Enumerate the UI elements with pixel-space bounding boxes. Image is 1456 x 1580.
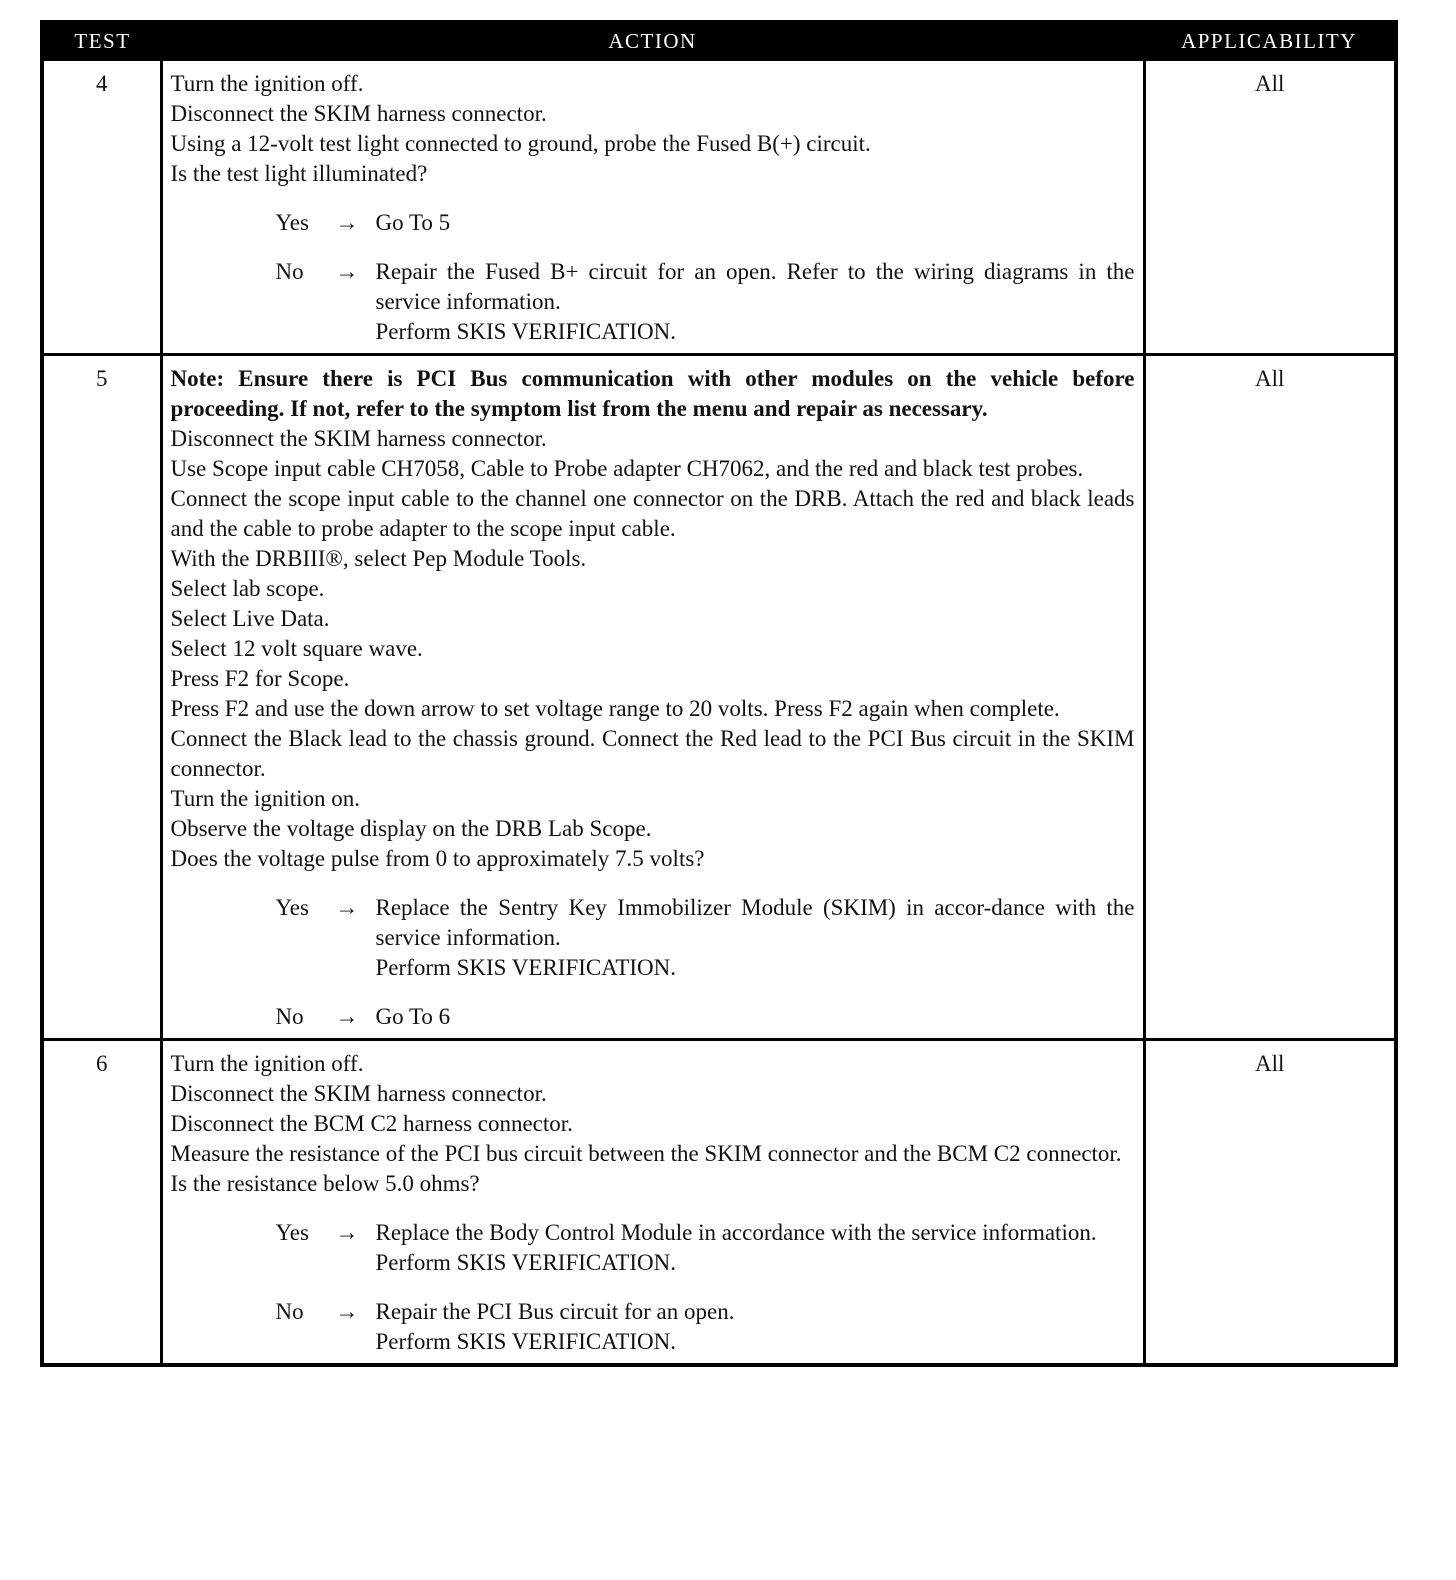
result-line: Perform SKIS VERIFICATION. bbox=[375, 319, 676, 344]
action-step: Turn the ignition off. bbox=[170, 71, 364, 96]
result-text bbox=[376, 1218, 1135, 1278]
result-text bbox=[376, 257, 1135, 347]
result-text bbox=[376, 1297, 1135, 1357]
result-text bbox=[376, 893, 1135, 983]
result-label: No bbox=[275, 1299, 304, 1324]
result-line: Go To 5 bbox=[375, 210, 451, 235]
action-cell bbox=[161, 1040, 1144, 1366]
result-line: Repair the Fused B+ circuit for an open. Refer to the wiring diagrams in the service information. bbox=[375, 259, 1135, 314]
result-label: Yes bbox=[275, 895, 309, 920]
action-step: Measure the resistance of the PCI bus circuit between the SKIM connector and the BCM C2 connector. bbox=[170, 1141, 1122, 1166]
result-label: No bbox=[275, 1004, 304, 1029]
no-result bbox=[276, 1002, 1135, 1032]
right-arrow-icon: → bbox=[335, 895, 359, 920]
action-step: Select 12 volt square wave. bbox=[170, 636, 423, 661]
action-step: Select Live Data. bbox=[170, 606, 330, 631]
right-arrow-icon: → bbox=[335, 1299, 359, 1324]
action-step: Disconnect the SKIM harness connector. bbox=[170, 1081, 547, 1106]
yes-result bbox=[276, 208, 1135, 238]
action-step: Using a 12-volt test light connected to ground, probe the Fused B(+) circuit. bbox=[170, 131, 871, 156]
action-step: Is the resistance below 5.0 ohms? bbox=[170, 1171, 480, 1196]
action-step: Press F2 for Scope. bbox=[170, 666, 350, 691]
note-text: Note: Ensure there is PCI Bus communication with other modules on the vehicle before proceeding. If not, refer to the symptom list from the menu and repair as necessary. bbox=[170, 366, 1135, 421]
result-line: Perform SKIS VERIFICATION. bbox=[375, 955, 676, 980]
action-step: Connect the Black lead to the chassis ground. Connect the Red lead to the PCI Bus circuit in the SKIM connector. bbox=[170, 726, 1135, 781]
result-label: Yes bbox=[275, 210, 309, 235]
right-arrow-icon: → bbox=[335, 1220, 359, 1245]
result-label: Yes bbox=[275, 1220, 309, 1245]
action-step: Observe the voltage display on the DRB Lab Scope. bbox=[170, 816, 652, 841]
action-step: Connect the scope input cable to the channel one connector on the DRB. Attach the red and black leads and the cable to probe adapter to the scope input cable. bbox=[170, 486, 1135, 541]
action-step: Press F2 and use the down arrow to set voltage range to 20 volts. Press F2 again when complete. bbox=[170, 696, 1060, 721]
no-result bbox=[276, 257, 1135, 347]
test-number: 5 bbox=[42, 355, 161, 1040]
test-number: 6 bbox=[42, 1040, 161, 1366]
right-arrow-icon: → bbox=[335, 259, 359, 284]
result-text bbox=[376, 1002, 1135, 1032]
header-action: ACTION bbox=[161, 22, 1144, 60]
yes-result bbox=[276, 893, 1135, 983]
action-step: Turn the ignition off. bbox=[170, 1051, 364, 1076]
right-arrow-icon: → bbox=[335, 1004, 359, 1029]
diagnostic-test-table bbox=[40, 20, 1398, 1367]
action-step: With the DRBIII®, select Pep Module Tools. bbox=[170, 546, 587, 571]
action-step: Does the voltage pulse from 0 to approximately 7.5 volts? bbox=[170, 846, 705, 871]
result-line: Perform SKIS VERIFICATION. bbox=[375, 1250, 676, 1275]
action-step: Disconnect the SKIM harness connector. bbox=[170, 426, 547, 451]
header-applicability: APPLICABILITY bbox=[1144, 22, 1396, 60]
result-text bbox=[376, 208, 1135, 238]
no-result bbox=[276, 1297, 1135, 1357]
test-row bbox=[42, 1040, 1396, 1366]
action-cell bbox=[161, 60, 1144, 355]
result-line: Replace the Sentry Key Immobilizer Module (SKIM) in accor-dance with the service information. bbox=[375, 895, 1135, 950]
result-line: Replace the Body Control Module in accordance with the service information. bbox=[375, 1220, 1097, 1245]
right-arrow-icon: → bbox=[335, 210, 359, 235]
test-row bbox=[42, 60, 1396, 355]
result-line: Perform SKIS VERIFICATION. bbox=[375, 1329, 676, 1354]
applicability-value: All bbox=[1144, 60, 1396, 355]
result-line: Go To 6 bbox=[375, 1004, 451, 1029]
header-test: TEST bbox=[42, 22, 161, 60]
header-row bbox=[42, 22, 1396, 60]
applicability-value: All bbox=[1144, 355, 1396, 1040]
result-line: Repair the PCI Bus circuit for an open. bbox=[375, 1299, 735, 1324]
yes-result bbox=[276, 1218, 1135, 1278]
action-step: Use Scope input cable CH7058, Cable to Probe adapter CH7062, and the red and black test probes. bbox=[170, 456, 1084, 481]
action-step: Turn the ignition on. bbox=[170, 786, 361, 811]
action-step: Select lab scope. bbox=[170, 576, 325, 601]
action-cell bbox=[161, 355, 1144, 1040]
test-row bbox=[42, 355, 1396, 1040]
action-step: Disconnect the SKIM harness connector. bbox=[170, 101, 547, 126]
action-step: Disconnect the BCM C2 harness connector. bbox=[170, 1111, 573, 1136]
applicability-value: All bbox=[1144, 1040, 1396, 1366]
result-label: No bbox=[275, 259, 304, 284]
action-step: Is the test light illuminated? bbox=[170, 161, 428, 186]
test-number: 4 bbox=[42, 60, 161, 355]
